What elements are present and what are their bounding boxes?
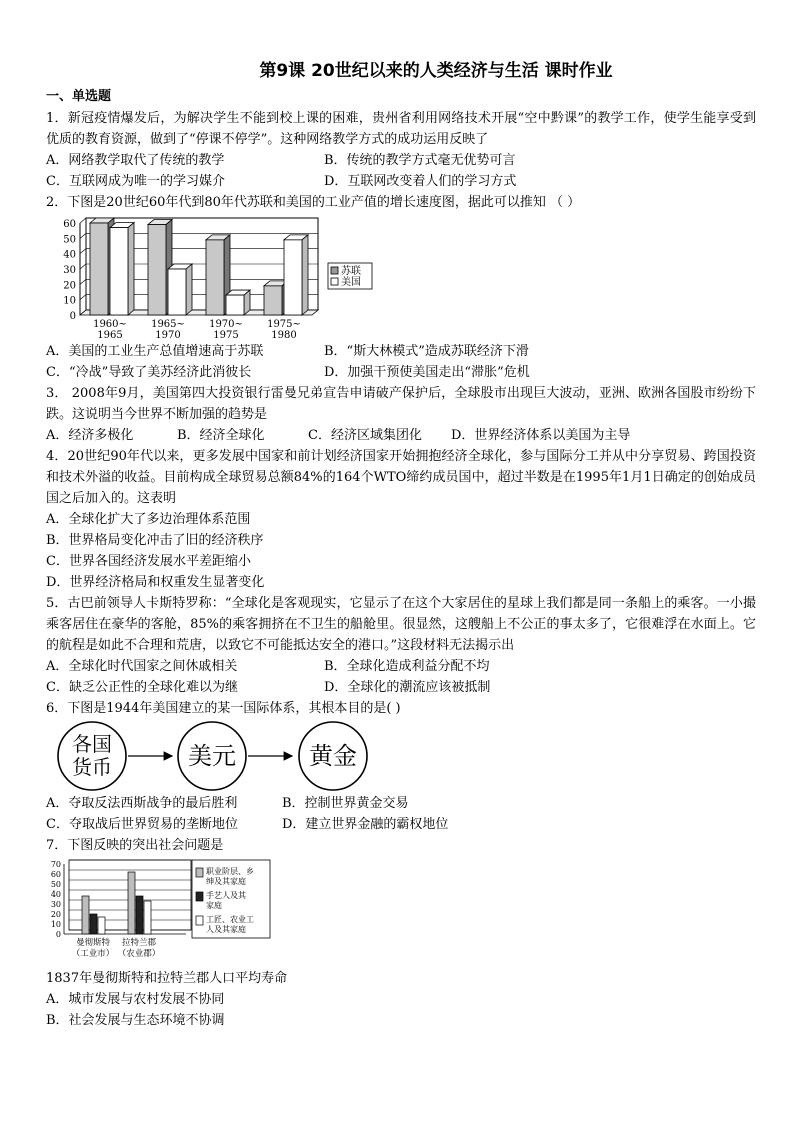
- option-b[interactable]: B．经济全球化: [177, 428, 265, 443]
- question-stem: 6．下图是1944年美国建立的某一国际体系，其根本目的是( ): [46, 701, 401, 716]
- option-a[interactable]: A．网络教学取代了传统的教学: [46, 153, 225, 168]
- question-6: [46, 698, 756, 835]
- gridline-diag: [80, 295, 86, 300]
- option-c[interactable]: C．夺取战后世界贸易的垄断地位: [46, 817, 238, 832]
- question-stem: 1．新冠疫情爆发后，为解决学生不能到校上课的困难，贵州省利用网络技术开展“空中黔课”的教学工作，使学生能享受到优质的教育资源，做到了“停课不停学”。这种网络教学方式的成功运用反映了: [46, 111, 756, 147]
- legend-label: 手艺人及其家庭: [206, 891, 246, 910]
- question-2: [46, 192, 756, 383]
- question-stem: 7．下图反映的突出社会问题是: [46, 838, 224, 853]
- legend-swatch: [196, 892, 203, 901]
- option-b[interactable]: B．社会发展与生态环境不协调: [46, 1013, 225, 1028]
- y-tick-label: 30: [50, 900, 61, 909]
- bar-series-1: [82, 896, 89, 934]
- question-1: [46, 108, 756, 192]
- y-tick-label: 40: [63, 249, 76, 261]
- industry-growth-chart: [46, 213, 376, 341]
- y-tick-label: 10: [50, 920, 61, 929]
- x-tick-label: 1980: [271, 330, 297, 341]
- gridline-diag: [80, 279, 86, 284]
- option-c[interactable]: C．互联网成为唯一的学习媒介: [46, 174, 225, 189]
- option-b[interactable]: B．全球化造成利益分配不均: [324, 659, 490, 674]
- option-d[interactable]: D．世界经济体系以美国为主导: [451, 428, 631, 443]
- bar-series-3: [98, 917, 105, 934]
- node-currencies-label-line2: 货币: [72, 755, 112, 779]
- option-c[interactable]: C．世界各国经济发展水平差距缩小: [46, 554, 251, 569]
- node-currencies-label-line1: 各国: [72, 732, 112, 756]
- y-tick-label: 20: [63, 280, 76, 292]
- bar-series-1: [128, 872, 135, 934]
- question-4: [46, 446, 756, 593]
- legend-label: 美国: [341, 277, 361, 288]
- option-b[interactable]: B．传统的教学方式毫无优势可言: [324, 153, 516, 168]
- options: [46, 425, 756, 446]
- option-a[interactable]: A．城市发展与农村发展不协同: [46, 992, 225, 1007]
- option-a[interactable]: A．全球化时代国家之间休戚相关: [46, 659, 238, 674]
- bar-series-2: [136, 896, 143, 934]
- option-d[interactable]: D．加强干预使美国走出“滞胀”危机: [324, 365, 530, 380]
- legend-label: 苏联: [341, 266, 361, 277]
- bar-series-2: [90, 914, 97, 934]
- gridline-diag: [80, 218, 86, 223]
- option-a[interactable]: A．夺取反法西斯战争的最后胜利: [46, 796, 238, 811]
- option-c[interactable]: C．缺乏公正性的全球化难以为继: [46, 680, 238, 695]
- x-tick-label: 1965: [97, 330, 123, 341]
- bar-usa: [226, 295, 244, 315]
- legend-swatch: [196, 868, 203, 877]
- figure-caption: 1837年曼彻斯特和拉特兰郡人口平均寿命: [46, 971, 288, 986]
- x-tick-label: 1975: [213, 330, 239, 341]
- y-tick-label: 0: [55, 930, 61, 939]
- y-tick-label: 10: [63, 295, 76, 307]
- question-stem: 5．古巴前领导人卡斯特罗称：“全球化是客观现实，它显示了在这个大家居住的星球上我们都是同一条船上的乘客。一小撮乘客居住在豪华的客舱，85%的乘客拥挤在不卫生的船舱里。很显然，这艘船上不公正的事太多了，它很难浮在水面上。它的航程是如此不合理和荒唐，以致它不可能抵达安全的港口。”这段材料无法揭示出: [46, 596, 756, 653]
- options: [46, 341, 756, 383]
- bar-usa: [284, 240, 302, 315]
- y-tick-label: 60: [50, 870, 61, 879]
- x-tick-label: 1970~: [209, 319, 243, 330]
- legend-label: 职业阶层、乡绅及其家庭: [206, 867, 254, 886]
- option-a[interactable]: A．美国的工业生产总值增速高于苏联: [46, 344, 264, 359]
- bar-side: [186, 264, 192, 315]
- question-7: [46, 835, 756, 1031]
- options: [46, 656, 756, 698]
- option-d[interactable]: D．建立世界金融的霸权地位: [282, 817, 449, 832]
- y-tick-label: 0: [69, 311, 76, 322]
- x-tick-label: 1970: [155, 330, 181, 341]
- bar-usa: [168, 269, 186, 315]
- question-5: [46, 593, 756, 698]
- bar-ussr: [264, 286, 282, 315]
- bar-ussr: [90, 223, 108, 315]
- currency-system-diagram: [46, 719, 386, 793]
- option-a[interactable]: A．经济多极化: [46, 428, 134, 443]
- option-d[interactable]: D．全球化的潮流应该被抵制: [324, 680, 491, 695]
- y-tick-label: 30: [63, 265, 76, 276]
- options: [46, 150, 756, 192]
- legend-swatch: [196, 916, 203, 925]
- option-b[interactable]: B．世界格局变化冲击了旧的经济秩序: [46, 533, 264, 548]
- x-tick-label: 1975~: [267, 319, 301, 330]
- bar-ussr: [148, 225, 166, 315]
- y-tick-label: 50: [50, 880, 61, 889]
- bar-side: [244, 290, 250, 315]
- legend-label: 工匠、农业工人及其家庭: [206, 915, 254, 934]
- question-stem: 2．下图是20世纪60年代到80年代苏联和美国的工业产值的增长速度图，据此可以推知 （ ）: [46, 195, 581, 210]
- option-d[interactable]: D．世界经济格局和权重发生显著变化: [46, 575, 265, 590]
- question-3: [46, 383, 756, 446]
- y-tick-label: 70: [50, 860, 61, 869]
- option-c[interactable]: C．经济区域集团化: [308, 428, 422, 443]
- x-tick-label: 1960~: [93, 319, 127, 330]
- option-b[interactable]: B．控制世界黄金交易: [282, 796, 409, 811]
- option-b[interactable]: B．“斯大林模式”造成苏联经济下滑: [324, 344, 529, 359]
- worksheet-page: [46, 56, 756, 1031]
- x-tick-label: 1965~: [151, 319, 185, 330]
- y-tick-label: 40: [50, 890, 61, 899]
- legend-swatch: [331, 267, 338, 274]
- gridline-diag: [80, 249, 86, 254]
- gridline-diag: [80, 233, 86, 238]
- bar-side: [128, 223, 134, 315]
- x-tick-label: 曼彻斯特: [75, 938, 111, 948]
- y-tick-label: 50: [63, 234, 76, 246]
- question-stem: 3． 2008年9月，美国第四大投资银行雷曼兄弟宣告申请破产保护后，全球股市出现巨大波动，亚洲、欧洲各国股市纷纷下跌。这说明当今世界不断加强的趋势是: [46, 386, 756, 422]
- node-gold-label: 黄金: [309, 742, 357, 770]
- y-tick-label: 20: [50, 910, 61, 919]
- bar-side: [302, 235, 308, 315]
- bar-ussr: [206, 240, 224, 315]
- option-c[interactable]: C．“冷战”导致了美苏经济此消彼长: [46, 365, 252, 380]
- option-a[interactable]: A．全球化扩大了多边治理体系范围: [46, 512, 251, 527]
- y-tick-label: 60: [63, 219, 76, 230]
- option-d[interactable]: D．互联网改变着人们的学习方式: [324, 174, 517, 189]
- question-stem: 4．20世纪90年代以来，更多发展中国家和前计划经济国家开始拥抱经济全球化，参与国际分工并从中分享贸易、跨国投资和技术外溢的收益。目前构成全球贸易总额84%的164个WTO缔约成员国中，超过半数是在1995年1月1日确定的创始成员国之后加入的。这表明: [46, 449, 756, 506]
- life-expectancy-chart: [46, 856, 316, 968]
- bar-usa: [110, 228, 128, 315]
- gridline-diag: [80, 264, 86, 269]
- x-tick-label: （农业郡）: [117, 949, 161, 959]
- section-heading: 一、单选题: [46, 89, 112, 104]
- options: [46, 793, 756, 835]
- x-tick-label: 拉特兰郡: [121, 938, 157, 948]
- bar-series-3: [144, 901, 151, 934]
- legend-swatch: [331, 278, 338, 285]
- x-tick-label: （工业市）: [71, 949, 115, 959]
- node-dollar-label: 美元: [188, 742, 236, 770]
- page-title: 第9课 20世纪以来的人类经济与生活 课时作业: [259, 61, 613, 81]
